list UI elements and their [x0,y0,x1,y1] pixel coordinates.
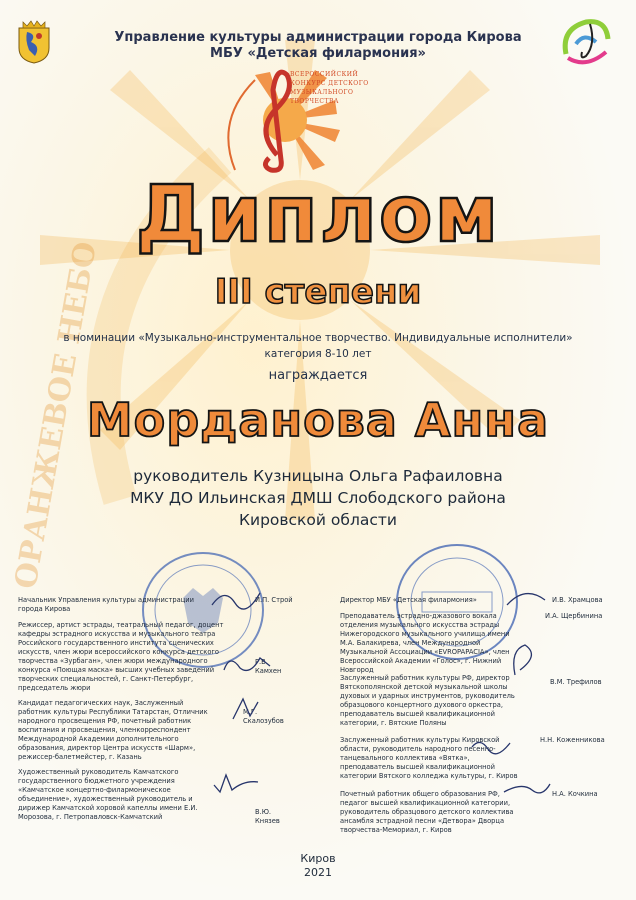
signature-4-icon [210,770,270,800]
diploma-degree: III степени [214,272,422,312]
jury-right-role-4: Почетный работник общего образования РФ, педагог высшей квалификационной категории, руководитель образцового детского коллектива ансамбля эстрадной песни «Детвора» Дворца творчества-Мемориал, г. Киров [340,790,514,834]
recipient-info [60,465,576,531]
signature-8-icon [502,778,552,798]
jury-right-name-1: И.А. Щербинина [545,612,603,620]
footer [268,852,368,880]
signature-1-icon [210,585,270,615]
jury-right-name-3: Н.Н. Коженникова [540,736,605,744]
jury-left-name-3: В.Ю. Князев [255,808,280,825]
footer-city: Киров [300,852,336,865]
footer-year: 2021 [304,866,332,879]
signature-3-icon [228,694,268,724]
jury-right-role-1: Преподаватель эстрадно-джазового вокала отделения музыкального искусства эстрады Нижегородского музыкального училища имени М.А. Балакирева, член Международной Музыкальной Ассоциации «EVROPAPACIA», член Всероссийской Академии «Голос», г. Нижний Новгород [340,612,510,674]
school-line-1: МКУ ДО Ильинская ДМШ Слободского района [130,489,506,507]
jury-left-role-1: Режиссер, артист эстрады, театральный педагог, доцент кафедры эстрадного искусства и музыкального театра Российского государственного института сценических искусств, член жюри всероссийского конкурса детского творчества «Зурбаган», член жюри международного конкурса «Поющая маска» высших учебных заведений творческих специальностей, г. Санкт-Петербург, председатель жюри [18,621,224,692]
signature-5-icon [505,585,555,610]
jury-right-name-0: И.В. Храмцова [552,596,603,604]
signature-6-icon [505,640,545,680]
jury-left-name-1: Р.В. Камхен [255,658,282,675]
philharmonia-logo-icon [556,14,616,74]
header-line-2: МБУ «Детская филармония» [210,46,426,61]
jury-left-role-2: Кандидат педагогических наук, Заслуженный работник культуры Республики Татарстан, Отличник народного просвещения РФ, почетный работник воспитания и просвещения, членкорреспондент Международной Академии дополнительного образования, директор Центра искусств «Шарм», режиссер-балетмейстер, г. Казань [18,699,208,761]
jury-left-name-0: И.П. Строй [255,596,293,604]
jury-right-role-2: Заслуженный работник культуры РФ, директор Вятскополянской детской музыкальной школы духовых и ударных инструментов, руководитель образцового концертного духового оркестра, преподаватель высшей квалификационной категории, г. Вятские Поляны [340,674,515,727]
background-arc-text: ОРАНЖЕВОЕ НЕБО [8,239,104,592]
diploma-title: Диплом [135,170,501,260]
signature-7-icon [470,735,520,755]
header-line-1: Управление культуры администрации города Кирова [114,30,522,45]
jury-left-name-2: М.Г. Скалозубов [243,708,284,725]
teacher-line: руководитель Кузницына Ольга Рафаиловна [133,467,503,485]
school-line-2: Кировской области [239,511,397,529]
jury-left-role-0: Начальник Управления культуры администрации города Кирова [18,596,194,613]
jury-right-name-4: Н.А. Кочкина [552,790,598,798]
organizer-header [80,30,556,62]
nomination-text: в номинации «Музыкально-инструментальное творчество. Индивидуальные исполнители» [63,332,573,344]
jury-right-role-3: Заслуженный работник культуры Кировской области, руководитель народного песенно-танцевального коллектива «Вятка», преподаватель высшей квалификационной категории Вятского колледжа культуры, г. Киров [340,736,518,780]
signature-2-icon [220,648,280,678]
jury-right-role-0: Директор МБУ «Детская филармония» [340,596,477,604]
category-text: категория 8-10 лет [264,348,372,360]
jury-left-role-3: Художественный руководитель Камчатского государственного бюджетного учреждения «Камчатское концертно-филармоническое объединение», художественный руководитель и дирижер Камчатской хоровой капеллы имени Е.И. Морозова, г. Петропавловск-Камчатский [18,768,198,821]
awarded-label: награждается [268,368,368,383]
jury-right-name-2: В.М. Трефилов [550,678,602,686]
contest-logo-text: ВСЕРОССИЙСКИЙ КОНКУРС ДЕТСКОГО МУЗЫКАЛЬНОГО ТВОРЧЕСТВА [290,71,369,105]
recipient-name: Морданова Анна [86,393,550,447]
kirov-coat-of-arms-icon [17,20,51,64]
